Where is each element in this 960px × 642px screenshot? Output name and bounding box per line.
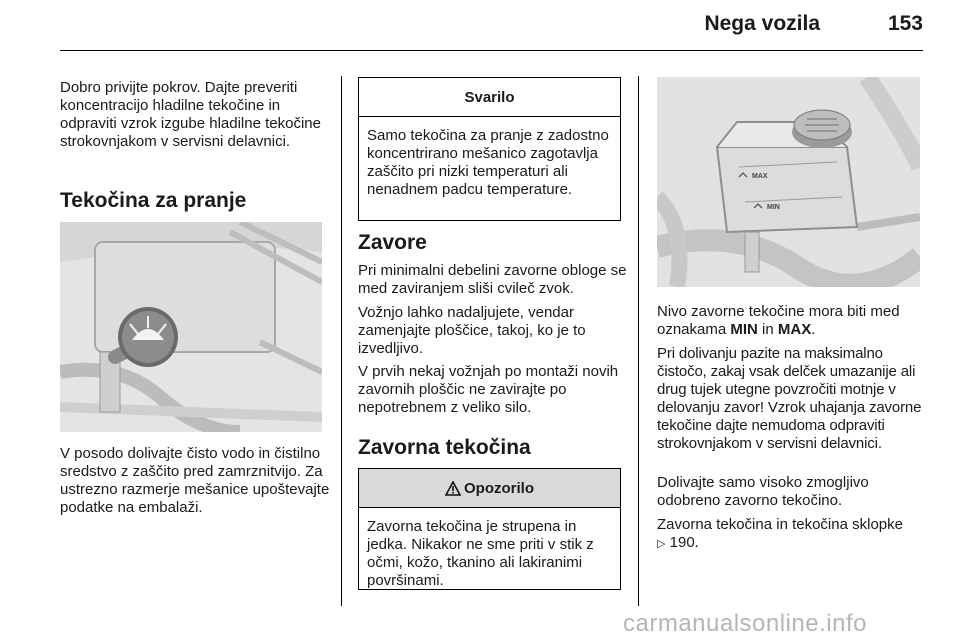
- warning-title: Opozorilo: [464, 479, 534, 497]
- page-number: 153: [887, 12, 923, 35]
- column-divider-2: [638, 76, 639, 606]
- max-label: MAX: [752, 173, 768, 180]
- page-reference-arrow-icon: ▷: [657, 538, 666, 550]
- washer-fluid-heading: Tekočina za pranje: [60, 189, 247, 212]
- min-mark: MIN: [730, 321, 758, 338]
- caution-title: Svarilo: [359, 78, 620, 117]
- header-rule: [60, 50, 923, 51]
- caution-text: Samo tekočina za pranje z zadostno koncentrirano mešanico zagotavlja zaščito pri nizki temperaturi ali nenadnem padcu temperature.: [367, 127, 609, 198]
- max-mark: MAX: [777, 321, 812, 338]
- warning-header: [359, 469, 620, 508]
- warning-triangle-icon: [445, 481, 461, 496]
- washer-reservoir-figure: [60, 222, 322, 432]
- brake-fluid-reservoir-figure: [657, 77, 920, 287]
- caution-notice: [358, 77, 621, 221]
- brake-fluid-level-paragraph: [657, 303, 927, 339]
- level-text-end: .: [811, 321, 816, 338]
- brake-fluid-heading: Zavorna tekočina: [358, 436, 531, 459]
- brakes-paragraph-3: V prvih nekaj vožnjah po montaži novih zavornih ploščic ne zavirajte po nepotrebnem z veliko silo.: [358, 363, 619, 416]
- coolant-paragraph: Dobro privijte pokrov. Dajte preveriti koncentracijo hladilne tekočine in odpraviti vzrok izgube hladilne tekočine strokovnjakom v servisni delavnici.: [60, 79, 321, 150]
- watermark: carmanualsonline.info: [623, 610, 867, 637]
- warning-text: Zavorna tekočina je strupena in jedka. Nikakor ne sme priti v stik z očmi, kožo, tkanino ali lakiranimi površinami.: [367, 518, 594, 589]
- page-reference[interactable]: 190.: [669, 534, 699, 551]
- washer-fluid-paragraph: V posodo dolivajte čisto vodo in čistilno sredstvo z zaščito pred zamrznitvijo. Za ustrezno razmerje mešanice upoštevajte podatke na embalaži.: [60, 445, 330, 516]
- brakes-paragraph-1: Pri minimalni debelini zavorne obloge se med zaviranjem sliši cvileč zvok.: [358, 262, 627, 297]
- warning-notice: [358, 468, 621, 590]
- brakes-heading: Zavore: [358, 231, 427, 254]
- column-divider-1: [341, 76, 342, 606]
- running-header-title: Nega vozila: [704, 12, 820, 35]
- topping-up-paragraph: Pri dolivanju pazite na maksimalno čistočo, zakaj vsak delček umazanije ali drug tujek utegne povzročiti motnje v delovanju zavor! Vzrok uhajanja zavorne tekočine dajte nemudoma odpraviti strokovnjakom v servisni delavnici.: [657, 345, 922, 452]
- min-label: MIN: [767, 204, 780, 211]
- level-text-a: Nivo zavorne tekočine mora biti med oznakama: [657, 303, 900, 338]
- approved-fluid-paragraph: Dolivajte samo visoko zmogljivo odobreno zavorno tekočino.: [657, 474, 869, 509]
- level-text-in: in: [757, 321, 778, 338]
- clutch-text: Zavorna tekočina in tekočina sklopke: [657, 516, 903, 533]
- brakes-paragraph-2: Vožnjo lahko nadaljujete, vendar zamenjajte ploščice, takoj, ko je to izvedljivo.: [358, 304, 586, 357]
- clutch-fluid-paragraph: [657, 516, 929, 553]
